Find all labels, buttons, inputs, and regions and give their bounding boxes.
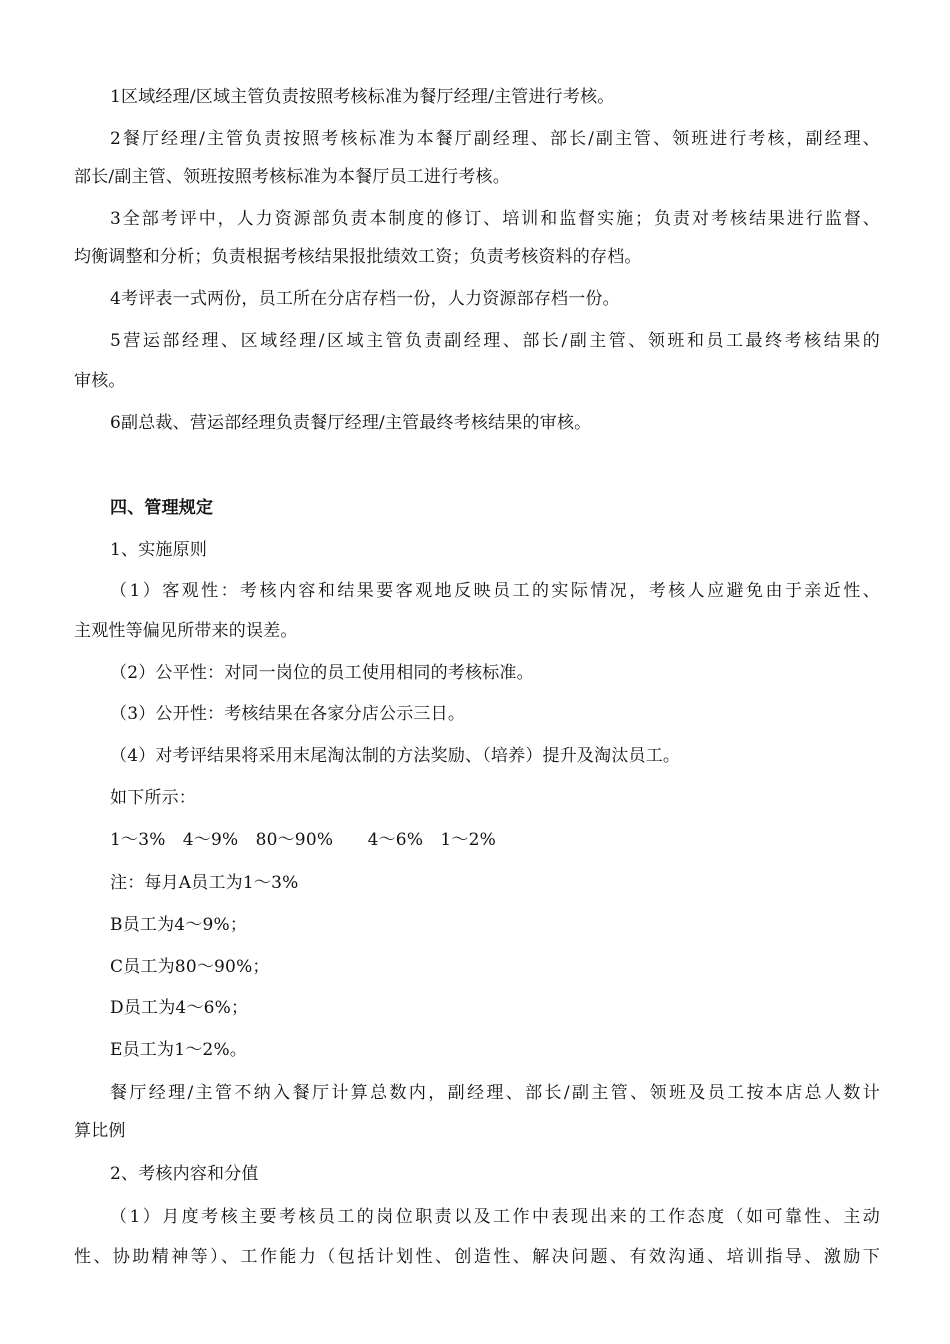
subsection-heading-implementation-principles: 1、实施原则: [110, 540, 208, 560]
note-c-grade: C员工为80～90%；: [110, 957, 270, 977]
principle-4-text: （4）对考评结果将采用末尾淘汰制的方法奖励、（培养）提升及淘汰员工。: [110, 746, 681, 766]
distribution-values: 1～3% 4～9% 80～90% 4～6% 1～2%: [110, 830, 496, 850]
section-heading: 四、管理规定: [110, 498, 214, 518]
note-d-grade: D员工为4～6%；: [110, 998, 249, 1018]
distribution-intro: 如下所示：: [110, 788, 196, 808]
item-6-text: 6副总裁、营运部经理负责餐厅经理/主管最终考核结果的审核。: [110, 413, 592, 433]
item-1-text: 1区域经理/区域主管负责按照考核标准为餐厅经理/主管进行考核。: [110, 87, 615, 107]
principle-1-line-1: （1）客观性：考核内容和结果要客观地反映员工的实际情况，考核人应避免由于亲近性、: [110, 581, 880, 601]
note-a-grade: 注：每月A员工为1～3%: [110, 873, 299, 893]
ratio-note-line-2: 算比例: [74, 1121, 126, 1141]
item-3-text-line-2: 均衡调整和分析；负责根据考核结果报批绩效工资；负责考核资料的存档。: [74, 247, 642, 267]
item-3-text-line-1: 3全部考评中，人力资源部负责本制度的修订、培训和监督实施；负责对考核结果进行监督、: [110, 209, 880, 229]
monthly-assessment-line-2: 性、协助精神等）、工作能力（包括计划性、创造性、解决问题、有效沟通、培训指导、激励下: [74, 1247, 880, 1267]
principle-1-line-2: 主观性等偏见所带来的误差。: [74, 621, 298, 641]
note-b-grade: B员工为4～9%；: [110, 915, 248, 935]
item-4-text: 4考评表一式两份，员工所在分店存档一份，人力资源部存档一份。: [110, 289, 620, 309]
subsection-heading-content-and-score: 2、考核内容和分值: [110, 1164, 259, 1184]
item-5-text-line-2: 审核。: [74, 371, 126, 391]
item-2-text-line-2: 部长/副主管、领班按照考核标准为本餐厅员工进行考核。: [74, 167, 510, 187]
monthly-assessment-line-1: （1）月度考核主要考核员工的岗位职责以及工作中表现出来的工作态度（如可靠性、主动: [110, 1207, 880, 1227]
ratio-note-line-1: 餐厅经理/主管不纳入餐厅计算总数内，副经理、部长/副主管、领班及员工按本店总人数计: [110, 1083, 880, 1103]
item-2-text-line-1: 2餐厅经理/主管负责按照考核标准为本餐厅副经理、部长/副主管、领班进行考核，副经理、: [110, 129, 880, 149]
principle-2-text: （2）公平性：对同一岗位的员工使用相同的考核标准。: [110, 663, 534, 683]
item-5-text-line-1: 5营运部经理、区域经理/区域主管负责副经理、部长/副主管、领班和员工最终考核结果的: [110, 331, 880, 351]
note-e-grade: E员工为1～2%。: [110, 1040, 247, 1060]
principle-3-text: （3）公开性：考核结果在各家分店公示三日。: [110, 704, 466, 724]
